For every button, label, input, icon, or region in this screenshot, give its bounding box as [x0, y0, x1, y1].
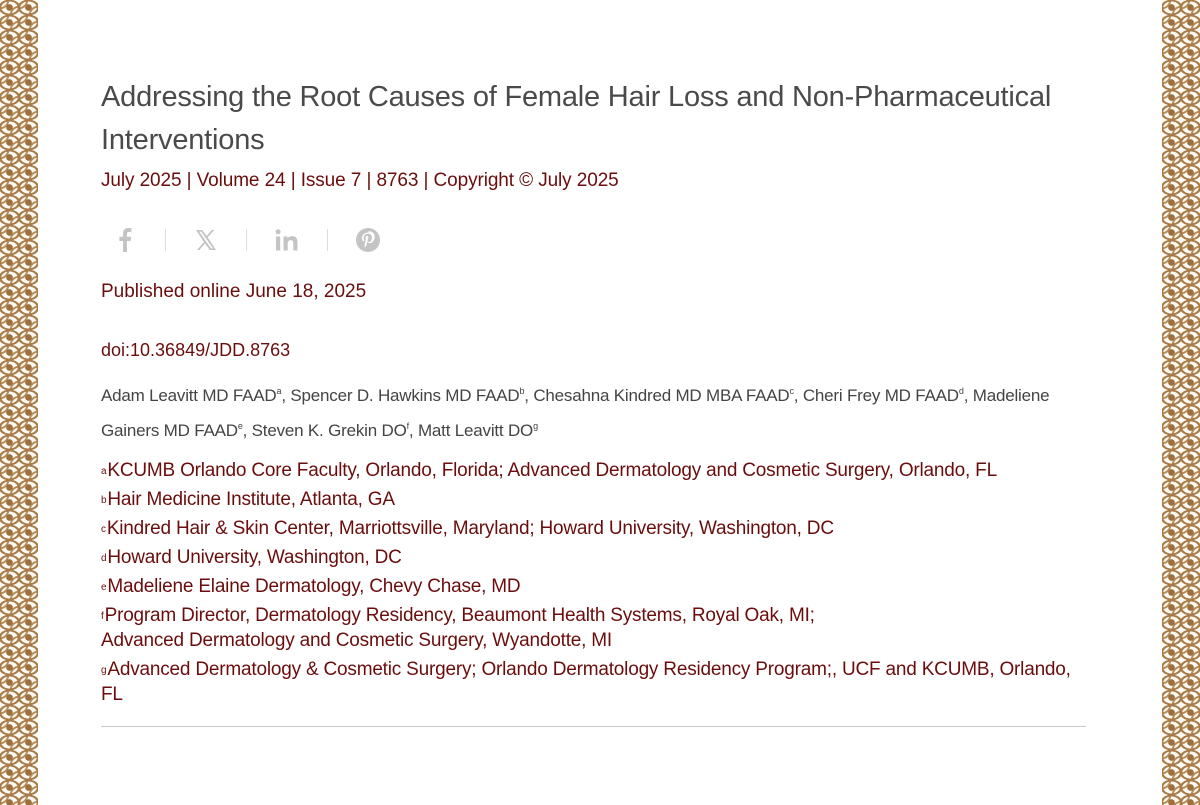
affiliation-text: Madeliene Elaine Dermatology, Chevy Chase, MD: [107, 576, 521, 597]
affiliation-item: [101, 574, 1086, 599]
published-date: Published online June 18, 2025: [101, 281, 367, 302]
x-icon: [195, 229, 217, 251]
affiliation-text: Hair Medicine Institute, Atlanta, GA: [107, 489, 395, 510]
pinterest-share-button[interactable]: [350, 222, 386, 258]
linkedin-share-button[interactable]: [269, 222, 305, 258]
affiliation-item: [101, 603, 1086, 653]
affiliation-mark: a: [101, 466, 107, 477]
author-affiliation-mark: d: [958, 386, 964, 396]
author-name[interactable]: Steven K. Grekin DO: [251, 421, 407, 440]
affiliation-text: Advanced Dermatology & Cosmetic Surgery; Orlando Dermatology Residency Program;, UCF and KCUMB, Orlando, FL: [101, 659, 1071, 705]
author-name[interactable]: Madeliene Gainers MD FAAD: [101, 386, 1050, 440]
affiliation-item: [101, 545, 1086, 570]
author-affiliation-mark: f: [406, 421, 409, 431]
author-affiliation-mark: b: [519, 386, 525, 396]
share-divider: [246, 229, 247, 251]
facebook-icon: [118, 228, 132, 252]
author-list: [101, 378, 1086, 448]
author-separator: ,: [281, 386, 291, 405]
share-bar: [107, 222, 386, 258]
author-separator: ,: [963, 386, 973, 405]
affiliation-item: [101, 516, 1086, 541]
doi-link[interactable]: doi:10.36849/JDD.8763: [101, 340, 291, 360]
author-name[interactable]: Spencer D. Hawkins MD FAAD: [290, 386, 520, 405]
x-share-button[interactable]: [188, 222, 224, 258]
affiliation-mark: f: [101, 611, 104, 622]
author-affiliation-mark: g: [533, 421, 538, 431]
affiliation-item: [101, 657, 1086, 707]
share-divider: [165, 229, 166, 251]
share-divider: [327, 229, 328, 251]
affiliation-text: Program Director, Dermatology Residency, Beaumont Health Systems, Royal Oak, MI;: [104, 605, 815, 626]
affiliation-text: KCUMB Orlando Core Faculty, Orlando, Florida; Advanced Dermatology and Cosmetic Surgery, Orlando, FL: [107, 460, 997, 481]
author-separator: ,: [242, 421, 252, 440]
issue-meta: July 2025 | Volume 24 | Issue 7 | 8763 | Copyright © July 2025: [101, 170, 619, 191]
affiliation-mark: c: [101, 524, 106, 535]
divider: [101, 726, 1086, 727]
pinterest-icon: [355, 227, 381, 253]
author-name[interactable]: Chesahna Kindred MD MBA FAAD: [533, 386, 790, 405]
decorative-border-right: [1162, 0, 1200, 805]
author-separator: ,: [408, 421, 418, 440]
author-name[interactable]: Cheri Frey MD FAAD: [802, 386, 959, 405]
affiliation-mark: e: [101, 582, 107, 593]
author-affiliation-mark: e: [237, 421, 243, 431]
affiliation-list: [101, 458, 1086, 711]
author-separator: ,: [793, 386, 803, 405]
affiliation-item: [101, 487, 1086, 512]
linkedin-icon: [275, 229, 299, 251]
affiliation-text: Kindred Hair & Skin Center, Marriottsville, Maryland; Howard University, Washington, DC: [106, 518, 834, 539]
author-name[interactable]: Adam Leavitt MD FAAD: [101, 386, 277, 405]
affiliation-mark: b: [101, 495, 107, 506]
article-title: Addressing the Root Causes of Female Hair Loss and Non-Pharmaceutical Interventions: [101, 81, 1052, 156]
affiliation-mark: g: [101, 665, 107, 676]
affiliation-item: [101, 458, 1086, 483]
affiliation-mark: d: [101, 553, 107, 564]
facebook-share-button[interactable]: [107, 222, 143, 258]
affiliation-text: Howard University, Washington, DC: [107, 547, 402, 568]
author-affiliation-mark: a: [276, 386, 282, 396]
author-separator: ,: [524, 386, 534, 405]
author-affiliation-mark: c: [789, 386, 794, 396]
affiliation-text: Advanced Dermatology and Cosmetic Surgery, Wyandotte, MI: [101, 630, 613, 651]
author-name[interactable]: Matt Leavitt DO: [417, 421, 534, 440]
decorative-border-left: [0, 0, 38, 805]
